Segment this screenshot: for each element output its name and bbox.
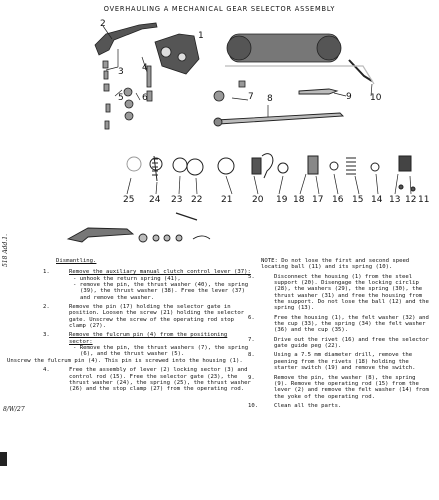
step-text: Remove the pin (17) holding the selector gate in position. Loosen the screw (21) holding the selector gate. Unscrew the screw of the operating rod stop clamp (27). xyxy=(69,304,245,330)
step-line: - Remove the pin, the thrust washers (7), the spring (6), and the thrust washer (5). xyxy=(73,345,249,358)
callout-10: 10 xyxy=(370,93,382,103)
callout-6: 6 xyxy=(142,93,148,103)
step-line: - remove the pin, the thrust washer (40), the spring (39), the thrust washer (38). Free the lever (37) and remove the washer. xyxy=(73,282,249,301)
step-text: Free the assembly of lever (2) locking sector (3) and control rod (15). Free the selector gate (23), the thrust washer (24), the spring (25), the thrust washer (26) and the stop clamp (27) from the operating rod. xyxy=(69,367,251,393)
callout-9: 9 xyxy=(346,92,352,102)
step-number: 7. xyxy=(248,336,255,343)
callout-19: 19 xyxy=(276,195,288,205)
callout-17: 17 xyxy=(312,195,324,205)
callout-7: 7 xyxy=(248,92,254,102)
callout-15: 15 xyxy=(352,195,364,205)
callout-4: 4 xyxy=(142,63,148,73)
callout-22: 22 xyxy=(191,195,203,205)
callout-8: 8 xyxy=(267,94,273,104)
step-3 xyxy=(7,332,254,364)
callout-21: 21 xyxy=(221,195,233,205)
step-text: Clean all the parts. xyxy=(274,402,342,409)
callout-3: 3 xyxy=(118,67,124,77)
callout-1: 1 xyxy=(198,31,204,41)
step-number: 9. xyxy=(248,374,255,381)
step-number: 1. xyxy=(43,269,50,276)
step-number: 8. xyxy=(248,352,255,359)
callout-24: 24 xyxy=(149,195,161,205)
callout-14: 14 xyxy=(371,195,383,205)
callout-2: 2 xyxy=(100,19,106,29)
step-8 xyxy=(248,352,431,372)
callout-20: 20 xyxy=(252,195,264,205)
step-number: 6. xyxy=(248,314,255,321)
callout-12: 12 xyxy=(405,195,417,205)
callout-23: 23 xyxy=(171,195,183,205)
exploded-parts-photo xyxy=(54,16,429,252)
step-title: Remove the auxiliary manual clutch control lever (37): xyxy=(69,269,251,276)
callout-25: 25 xyxy=(123,195,135,205)
step-6 xyxy=(248,314,431,334)
page-edge-mark xyxy=(0,452,7,466)
step-4 xyxy=(43,367,254,393)
step-after-note: Unscrew the fulcrum pin (4). This pin is screwed into the housing (1). xyxy=(7,357,243,364)
step-9 xyxy=(248,374,431,400)
continued-steps-column xyxy=(248,258,431,412)
callout-11: 11 xyxy=(418,195,429,205)
section-heading: Dismantling. xyxy=(56,258,97,264)
step-text: Using a 7.5 mm diameter drill, remove the peening from the rivets (18) holding the starter switch (19) and remove the switch. xyxy=(274,352,416,372)
step-number: 2. xyxy=(43,304,50,311)
note: NOTE: Do not lose the first and second speed locating ball (11) and its spring (10). xyxy=(261,258,410,271)
step-title: Remove the fulcrum pin (4) from the positioning sector: xyxy=(69,332,228,345)
dismantling-column xyxy=(7,258,254,396)
callout-16: 16 xyxy=(332,195,344,205)
step-2 xyxy=(43,304,254,330)
figure-reference-code: 8/W/27 xyxy=(3,406,25,413)
callout-18: 18 xyxy=(293,195,305,205)
step-7 xyxy=(248,336,431,350)
step-text: Disconnect the housing (1) from the steel support (20). Disengage the locking circlip (28), the washers (29), the spring (30), the thrust washer (31) and free the housing from the support. Do not lose the ball (12) and the spring (13). xyxy=(274,273,429,312)
step-number: 5. xyxy=(248,273,255,280)
step-number: 10. xyxy=(248,402,259,409)
step-5 xyxy=(248,273,431,312)
step-1 xyxy=(43,269,254,301)
step-text: Free the housing (1), the felt washer (32) and the cup (33), the spring (34) the felt washer (36) and the cup (35). xyxy=(274,314,429,334)
callout-13: 13 xyxy=(389,195,401,205)
step-text: Drive out the rivet (16) and free the selector gate guide peg (22). xyxy=(274,336,429,350)
step-text: Remove the pin, the washer (8), the spring (9). Remove the operating rod (15) from the lever (2) and remove the felt washer (14) from the yoke of the operating rod. xyxy=(274,374,429,400)
callout-5: 5 xyxy=(118,93,124,103)
step-line: - unhook the return spring (41), xyxy=(73,275,181,282)
step-number: 3. xyxy=(43,332,50,339)
page-title: OVERHAULING A MECHANICAL GEAR SELECTOR ASSEMBLY xyxy=(103,5,336,13)
step-10 xyxy=(248,402,431,409)
step-number: 4. xyxy=(43,367,50,374)
side-reference-code: 518 Add.1. xyxy=(2,233,10,268)
